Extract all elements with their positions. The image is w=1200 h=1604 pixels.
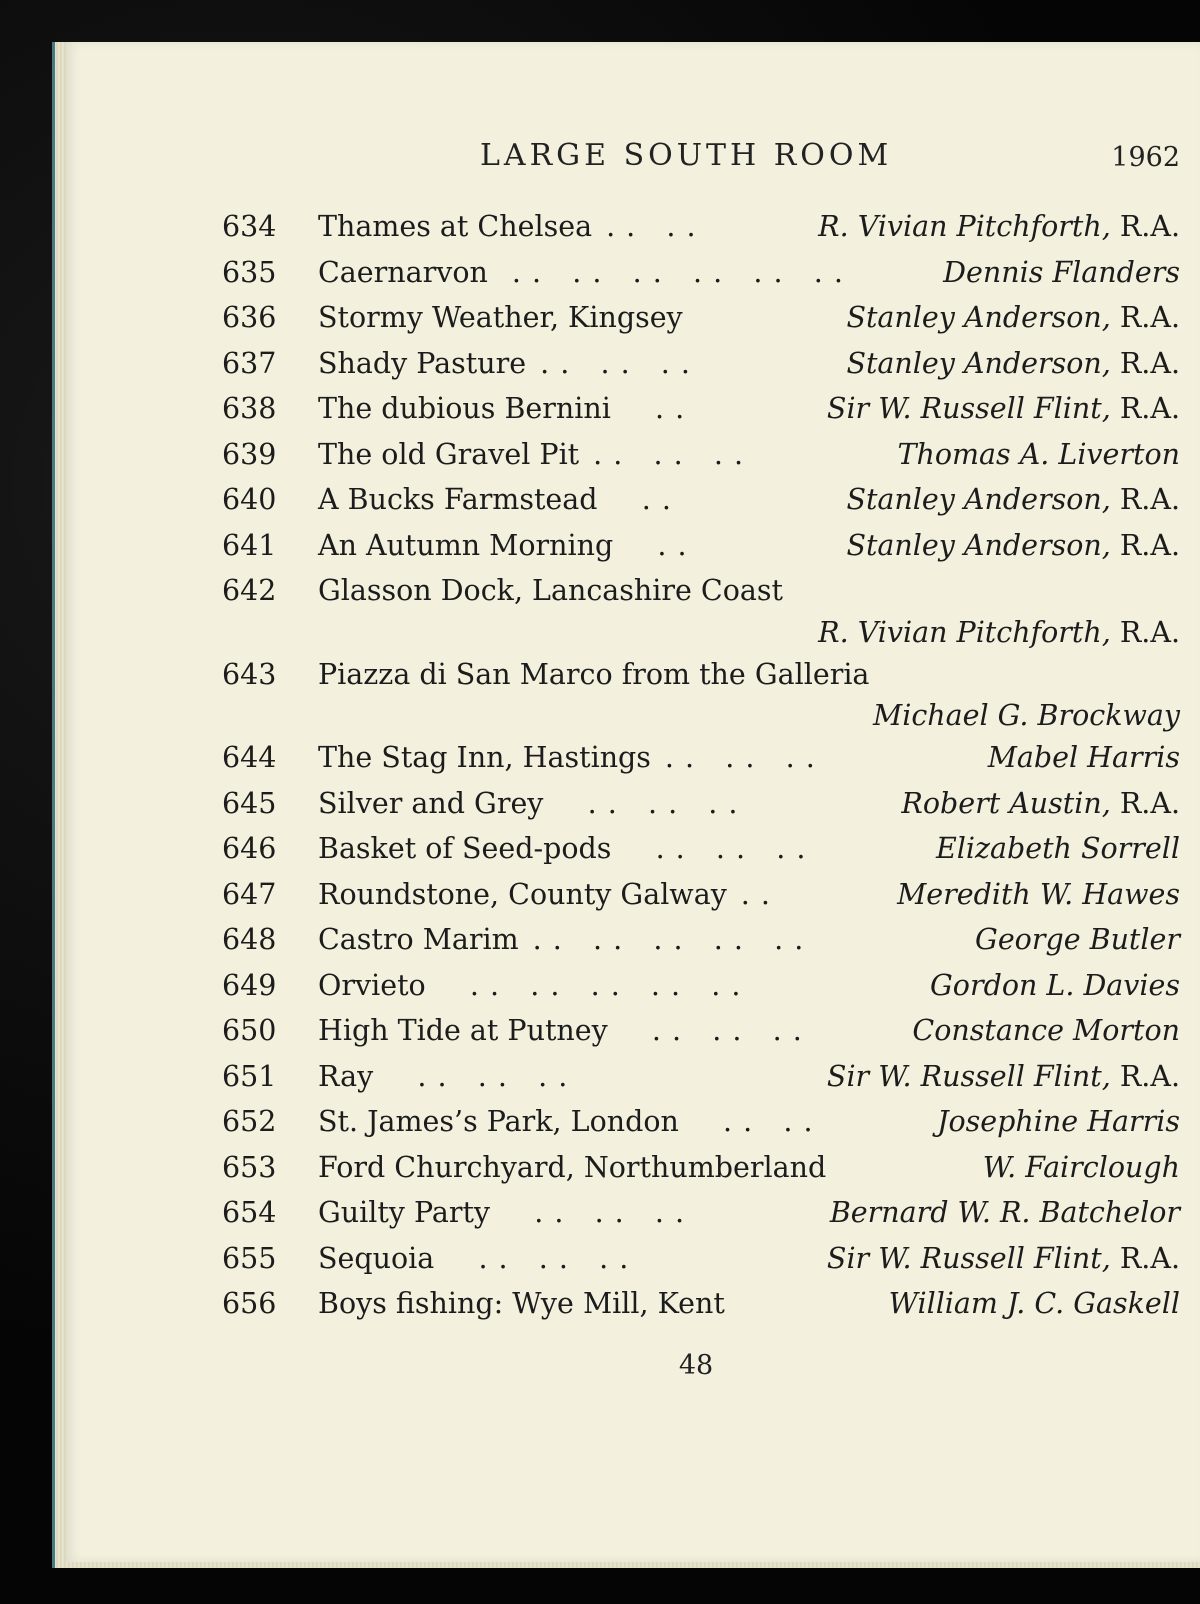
catalogue-entry xyxy=(222,250,1180,296)
leader-dots: . . xyxy=(627,528,688,562)
entry-artist-wrap xyxy=(889,1281,1180,1327)
page-header xyxy=(0,138,1200,188)
catalogue-entry xyxy=(222,341,1180,387)
entry-artist-line xyxy=(222,697,1180,735)
catalogue-entry xyxy=(222,735,1180,781)
entry-artist-wrap xyxy=(912,1008,1180,1054)
leader-dots: . . . . . . xyxy=(387,1059,569,1093)
catalogue-entry xyxy=(222,1145,1180,1191)
entry-row xyxy=(222,872,1180,918)
entry-artist: Thomas A. Liverton xyxy=(897,437,1180,471)
entry-artist-wrap xyxy=(936,826,1180,872)
entry-artist: Stanley Anderson, xyxy=(846,301,1111,334)
entry-number: 646 xyxy=(222,832,277,865)
entry-title: Guilty Party xyxy=(318,1196,491,1229)
entry-row xyxy=(222,1190,1180,1236)
entry-artist: George Butler xyxy=(975,923,1180,956)
entry-row xyxy=(222,781,1180,827)
leader-dots: . . xyxy=(624,392,686,425)
leader-dots: . . . . . . . . . . xyxy=(439,968,742,1002)
entry-row xyxy=(222,963,1180,1009)
entry-row xyxy=(222,250,1180,296)
entry-row xyxy=(222,386,1180,432)
entry-artist: William J. C. Gaskell xyxy=(888,1287,1180,1320)
catalogue-entry xyxy=(222,386,1180,432)
entry-number: 636 xyxy=(222,301,277,334)
entry-artist: Constance Morton xyxy=(912,1014,1180,1047)
entry-number: 642 xyxy=(222,574,277,607)
leader-dots: . . xyxy=(611,483,672,516)
entry-suffix: R.A. xyxy=(1110,1059,1180,1093)
entry-number: 644 xyxy=(222,741,277,774)
entry-title: The old Gravel Pit xyxy=(318,437,580,471)
entry-artist: Josephine Harris xyxy=(937,1105,1180,1138)
entry-artist: Mabel Harris xyxy=(987,741,1180,774)
entry-artist: W. Fairclough xyxy=(982,1150,1180,1184)
catalogue-entry xyxy=(222,963,1180,1009)
entry-number: 647 xyxy=(222,877,277,911)
entry-title: High Tide at Putney xyxy=(318,1014,608,1047)
entry-title: Shady Pasture xyxy=(318,346,527,380)
entry-title: Thames at Chelsea xyxy=(318,210,593,243)
entry-row xyxy=(222,1236,1180,1282)
catalogue-entry xyxy=(222,204,1180,250)
catalogue-entry xyxy=(222,295,1180,341)
catalogue-entry xyxy=(222,652,1180,736)
catalogue-entry xyxy=(222,568,1180,652)
entry-artist-wrap xyxy=(827,1054,1180,1100)
entry-artist: Elizabeth Sorrell xyxy=(935,832,1180,865)
entry-number: 648 xyxy=(222,923,277,956)
entry-artist: Stanley Anderson, xyxy=(846,483,1111,516)
catalogue-entry xyxy=(222,1008,1180,1054)
entry-artist-wrap xyxy=(983,1145,1180,1191)
leader-dots: . . . . . . . . . . . . xyxy=(501,255,844,289)
entry-artist-wrap xyxy=(846,341,1180,387)
leader-dots: . . . . . . xyxy=(664,741,816,774)
entry-artist-wrap xyxy=(897,872,1180,918)
entry-artist: Bernard W. R. Batchelor xyxy=(829,1196,1180,1229)
entry-title: Stormy Weather, Kingsey xyxy=(318,301,683,334)
entry-number: 635 xyxy=(222,255,277,289)
catalogue-entry xyxy=(222,1099,1180,1145)
entry-artist-wrap xyxy=(818,616,1180,649)
entry-row xyxy=(222,568,1180,614)
entry-title: Ray xyxy=(318,1059,374,1093)
entry-row xyxy=(222,523,1180,569)
leader-dots: . . . . . . xyxy=(504,1196,686,1229)
catalogue-entry xyxy=(222,477,1180,523)
entry-artist-wrap xyxy=(975,917,1180,963)
entry-artist: Robert Austin, xyxy=(901,786,1111,820)
entry-number: 639 xyxy=(222,437,277,471)
entry-number: 650 xyxy=(222,1014,277,1047)
entry-suffix: R.A. xyxy=(1110,392,1180,425)
leader-dots: . . . . . . xyxy=(625,832,807,865)
entry-row xyxy=(222,1099,1180,1145)
entry-number: 655 xyxy=(222,1241,277,1275)
entry-title: Basket of Seed-pods xyxy=(318,832,612,865)
entry-title: A Bucks Farmstead xyxy=(318,483,598,516)
entry-row xyxy=(222,1054,1180,1100)
leader-dots: . . . . . . xyxy=(621,1014,803,1047)
entry-artist-wrap xyxy=(846,477,1180,523)
entry-suffix: R.A. xyxy=(1110,615,1180,649)
entry-title: Boys fishing: Wye Mill, Kent xyxy=(318,1287,725,1320)
entry-row xyxy=(222,432,1180,478)
entry-row xyxy=(222,1008,1180,1054)
entry-row xyxy=(222,204,1180,250)
entry-number: 640 xyxy=(222,483,277,516)
entry-artist-wrap xyxy=(846,295,1180,341)
entry-number: 651 xyxy=(222,1059,277,1093)
entry-suffix: R.A. xyxy=(1110,483,1180,516)
entry-row xyxy=(222,1145,1180,1191)
entry-row xyxy=(222,295,1180,341)
entry-title: The Stag Inn, Hastings xyxy=(318,741,651,774)
entry-artist: Stanley Anderson, xyxy=(846,346,1111,380)
entry-number: 653 xyxy=(222,1150,277,1184)
entry-title: The dubious Bernini xyxy=(318,392,611,425)
entry-artist: Meredith W. Hawes xyxy=(897,877,1180,911)
entry-title: Roundstone, County Galway xyxy=(318,877,727,911)
leader-dots: . . . . . . xyxy=(448,1241,630,1275)
catalogue-entry xyxy=(222,826,1180,872)
catalogue-entry xyxy=(222,781,1180,827)
entry-suffix: R.A. xyxy=(1110,786,1180,820)
entry-artist-line xyxy=(222,614,1180,652)
entry-artist: Sir W. Russell Flint, xyxy=(826,1059,1111,1093)
entry-row xyxy=(222,652,1180,698)
leader-dots: . . xyxy=(740,877,771,911)
entry-artist: Stanley Anderson, xyxy=(846,528,1111,562)
catalogue-entry xyxy=(222,1236,1180,1282)
leader-dots: . . . . . . xyxy=(540,346,691,380)
entry-suffix: R.A. xyxy=(1110,346,1180,380)
year: 1962 xyxy=(1111,142,1180,173)
page-number: 48 xyxy=(678,1350,714,1381)
entry-title: Piazza di San Marco from the Galleria xyxy=(318,657,870,691)
entry-artist-wrap xyxy=(846,523,1180,569)
entry-number: 637 xyxy=(222,346,277,380)
catalogue-entry xyxy=(222,1281,1180,1327)
entry-number: 656 xyxy=(222,1287,277,1320)
entry-number: 634 xyxy=(222,210,277,243)
entry-suffix: R.A. xyxy=(1110,210,1180,243)
entry-title: Glasson Dock, Lancashire Coast xyxy=(318,574,783,607)
entry-artist-wrap xyxy=(827,386,1180,432)
leader-dots: . . . . . . . . . . xyxy=(532,923,805,956)
entry-artist-wrap xyxy=(943,250,1180,296)
entry-suffix: R.A. xyxy=(1110,1241,1180,1275)
entry-row xyxy=(222,917,1180,963)
entry-row xyxy=(222,826,1180,872)
entry-row xyxy=(222,477,1180,523)
entry-artist: R. Vivian Pitchforth, xyxy=(818,210,1111,243)
catalogue-entry xyxy=(222,917,1180,963)
entry-artist-wrap xyxy=(827,1236,1180,1282)
leader-dots: . . . . . . xyxy=(593,437,745,471)
entry-title: St. James’s Park, London xyxy=(318,1105,679,1138)
entry-number: 638 xyxy=(222,392,277,425)
entry-title: Castro Marim xyxy=(318,923,519,956)
entry-title: An Autumn Morning xyxy=(318,528,614,562)
room-title: LARGE SOUTH ROOM xyxy=(480,138,893,173)
entry-number: 645 xyxy=(222,786,277,820)
entry-number: 654 xyxy=(222,1196,277,1229)
entry-title: Orvieto xyxy=(318,968,426,1002)
leader-dots: . . . . . . xyxy=(557,786,739,820)
catalogue-entry xyxy=(222,872,1180,918)
entry-artist-wrap xyxy=(988,735,1180,781)
entry-artist: Sir W. Russell Flint, xyxy=(826,1241,1111,1275)
entry-artist: Sir W. Russell Flint, xyxy=(826,392,1111,425)
entry-title: Sequoia xyxy=(318,1241,435,1275)
catalogue-entry xyxy=(222,1190,1180,1236)
page-footer xyxy=(0,1350,1200,1381)
entry-number: 641 xyxy=(222,528,277,562)
entry-row xyxy=(222,1281,1180,1327)
entry-title: Caernarvon xyxy=(318,255,488,289)
entry-artist: Michael G. Brockway xyxy=(873,699,1180,732)
catalogue-entry xyxy=(222,432,1180,478)
entry-number: 652 xyxy=(222,1105,277,1138)
entry-row xyxy=(222,341,1180,387)
leader-dots: . . . . xyxy=(692,1105,814,1138)
entry-row xyxy=(222,735,1180,781)
entry-artist: Gordon L. Davies xyxy=(930,968,1180,1002)
entry-artist-wrap xyxy=(901,781,1180,827)
leader-dots: . . . . xyxy=(606,210,697,243)
entry-title: Silver and Grey xyxy=(318,786,544,820)
entry-number: 649 xyxy=(222,968,277,1002)
entry-artist: R. Vivian Pitchforth, xyxy=(818,615,1111,649)
catalogue-entry xyxy=(222,523,1180,569)
entry-suffix: R.A. xyxy=(1110,528,1180,562)
entry-artist-wrap xyxy=(830,1190,1180,1236)
entry-artist-wrap xyxy=(930,963,1180,1009)
entry-title: Ford Churchyard, Northumberland xyxy=(318,1150,827,1184)
entry-number: 643 xyxy=(222,657,277,691)
entry-artist-wrap xyxy=(873,699,1180,732)
catalogue-entry xyxy=(222,1054,1180,1100)
entry-artist-wrap xyxy=(818,204,1180,250)
entry-artist: Dennis Flanders xyxy=(943,255,1180,289)
entry-artist-wrap xyxy=(897,432,1180,478)
catalogue-entries xyxy=(222,204,1180,1327)
entry-artist-wrap xyxy=(937,1099,1180,1145)
entry-suffix: R.A. xyxy=(1110,301,1180,334)
